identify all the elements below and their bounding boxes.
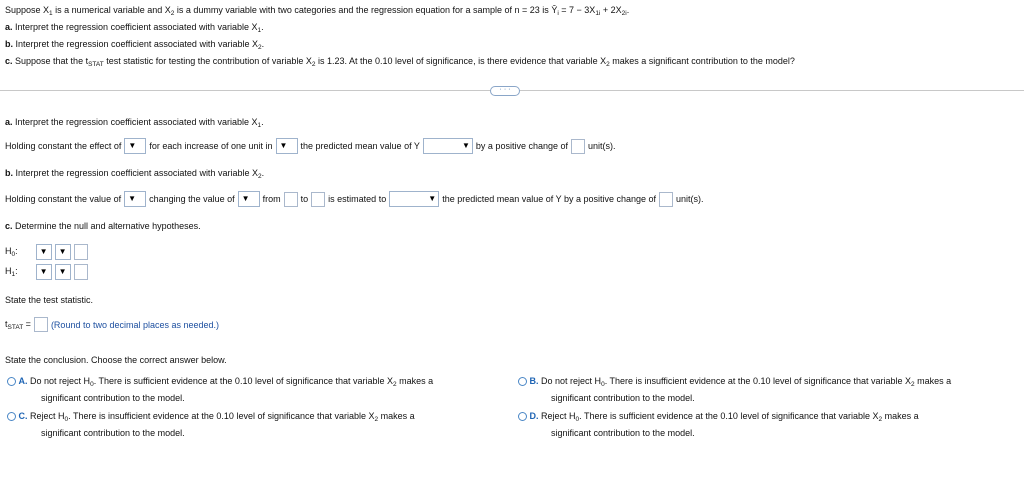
h0-row bbox=[5, 244, 88, 260]
text: to bbox=[300, 194, 309, 204]
dropdown-arrow-icon: ▼ bbox=[39, 267, 48, 276]
problem-part-b: b. Interpret the regression coefficient associated with variable $X_2$. bbox=[5, 39, 265, 51]
tstat-row bbox=[5, 317, 1019, 332]
input-a-change[interactable] bbox=[571, 139, 585, 154]
dropdown-arrow-icon: ▼ bbox=[279, 141, 288, 150]
text: the predicted mean value of Y bbox=[300, 141, 420, 151]
problem-part-c: c. Suppose that the $t_{STAT}$ test statistic for testing the contribution of variable $X_2$ is 1.23. At the 0.10 level of significance, is there evidence that variable $X_2$ makes a significant contribution to the model? bbox=[5, 56, 795, 68]
h1-label: $H_1$: bbox=[5, 266, 18, 278]
text: for each increase of one unit in bbox=[149, 141, 273, 151]
tstat-label: $t_{STAT}$ = bbox=[5, 318, 31, 331]
text: Holding constant the value of bbox=[5, 194, 122, 204]
dropdown-arrow-icon: ▼ bbox=[58, 247, 67, 256]
section-a-answer-line bbox=[5, 138, 1019, 154]
dropdown-arrow-icon: ▼ bbox=[462, 141, 470, 150]
stat-prompt: State the test statistic. bbox=[5, 295, 94, 305]
option-b-line2: significant contribution to the model. bbox=[551, 393, 695, 403]
expand-more-button[interactable]: · · · bbox=[490, 86, 520, 96]
dropdown-h0-operator[interactable] bbox=[55, 244, 71, 260]
text: changing the value of bbox=[149, 194, 235, 204]
text: is estimated to bbox=[328, 194, 387, 204]
text: Holding constant the effect of bbox=[5, 141, 122, 151]
text: from bbox=[262, 194, 281, 204]
option-d[interactable]: D. Reject $H_0$. There is sufficient evidence at the 0.10 level of significance that variable $X_2$ makes a bbox=[518, 411, 919, 423]
section-b-answer-line bbox=[5, 191, 1019, 207]
input-b-change[interactable] bbox=[659, 192, 673, 207]
conclusion-prompt: State the conclusion. Choose the correct answer below. bbox=[5, 355, 227, 365]
dropdown-arrow-icon: ▼ bbox=[39, 247, 48, 256]
radio-option-d[interactable] bbox=[518, 412, 527, 421]
dropdown-arrow-icon: ▼ bbox=[58, 267, 67, 276]
dropdown-b-direction[interactable] bbox=[389, 191, 439, 207]
h0-label: $H_0$: bbox=[5, 246, 18, 258]
section-a-heading: a. Interpret the regression coefficient associated with variable $X_1$. bbox=[5, 117, 264, 129]
dropdown-arrow-icon: ▼ bbox=[428, 194, 437, 203]
dropdown-arrow-icon: ▼ bbox=[128, 141, 137, 150]
dropdown-h0-parameter[interactable] bbox=[36, 244, 52, 260]
option-a[interactable]: A. Do not reject $H_0$. There is sufficient evidence at the 0.10 level of significance that variable $X_2$ makes a bbox=[7, 376, 433, 388]
problem-intro: Suppose $X_1$ is a numerical variable and $X_2$ is a dummy variable with two categories and the regression equation for a sample of n = 23 is $Ŷ_i = 7 - 3X_{1i} + 2X_{2i}$. bbox=[5, 5, 630, 17]
round-note: (Round to two decimal places as needed.) bbox=[50, 319, 220, 330]
dropdown-a-unit-variable[interactable] bbox=[276, 138, 298, 154]
option-a-line2: significant contribution to the model. bbox=[41, 393, 185, 403]
radio-option-a[interactable] bbox=[7, 377, 16, 386]
dropdown-a-variable[interactable] bbox=[124, 138, 146, 154]
section-c-heading: c. Determine the null and alternative hypotheses. bbox=[5, 221, 201, 231]
text: the predicted mean value of Y by a positive change of bbox=[442, 194, 657, 204]
equation: $Ŷ_i = 7 - 3X_{1i} + 2X_{2i}$. bbox=[551, 5, 630, 17]
dropdown-b-changed-variable[interactable] bbox=[238, 191, 260, 207]
text: by a positive change of bbox=[475, 141, 568, 151]
option-d-line2: significant contribution to the model. bbox=[551, 428, 695, 438]
input-h0-value[interactable] bbox=[74, 244, 88, 260]
dropdown-b-variable[interactable] bbox=[124, 191, 146, 207]
option-c-line2: significant contribution to the model. bbox=[41, 428, 185, 438]
radio-option-b[interactable] bbox=[518, 377, 527, 386]
dropdown-h1-parameter[interactable] bbox=[36, 264, 52, 280]
problem-part-a: a. Interpret the regression coefficient associated with variable $X_1$. bbox=[5, 22, 264, 34]
h1-row bbox=[5, 264, 88, 280]
input-h1-value[interactable] bbox=[74, 264, 88, 280]
dropdown-a-direction[interactable] bbox=[423, 138, 473, 154]
dropdown-arrow-icon: ▼ bbox=[241, 194, 250, 203]
dropdown-arrow-icon: ▼ bbox=[128, 194, 136, 203]
option-c[interactable]: C. Reject $H_0$. There is insufficient evidence at the 0.10 level of significance that variable $X_2$ makes a bbox=[7, 411, 415, 423]
dropdown-h1-operator[interactable] bbox=[55, 264, 71, 280]
section-b-heading: b. Interpret the regression coefficient associated with variable $X_2$. bbox=[5, 168, 265, 180]
text: unit(s). bbox=[587, 141, 616, 151]
option-b[interactable]: B. Do not reject $H_0$. There is insufficient evidence at the 0.10 level of significance that variable $X_2$ makes a bbox=[518, 376, 951, 388]
input-b-to[interactable] bbox=[311, 192, 325, 207]
input-b-from[interactable] bbox=[284, 192, 298, 207]
radio-option-c[interactable] bbox=[7, 412, 16, 421]
input-tstat[interactable] bbox=[34, 317, 48, 332]
text: unit(s). bbox=[676, 194, 704, 204]
